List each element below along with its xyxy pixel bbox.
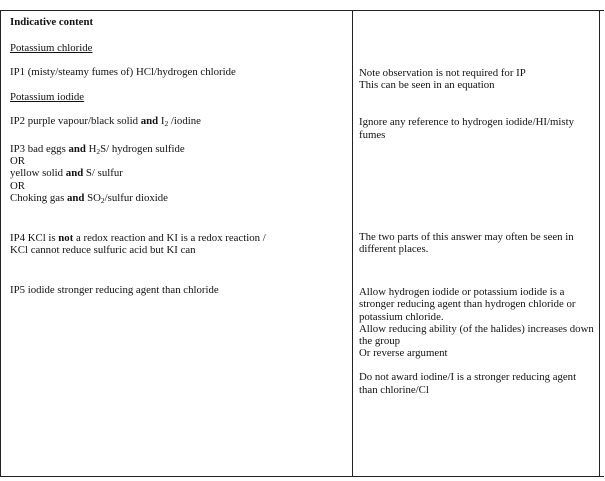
table-left-border	[0, 10, 1, 477]
ip3-line3: Choking gas and $SO_2$/sulfur dioxide	[10, 191, 168, 205]
ip4-line2: KCl cannot reduce sulfuric acid but KI can	[10, 244, 196, 257]
ip3-line1: IP3 bad eggs and $H_2S/$ hydrogen sulfide	[10, 143, 185, 157]
note-do-not-award: Do not award iodine/I is a stronger reducing agent than chlorine/Cl	[359, 371, 577, 396]
note-ip-line2: This can be seen in an equation	[359, 79, 495, 92]
ip1-text: IP1 (misty/steamy fumes of) HCl/hydrogen chloride	[10, 66, 236, 79]
table-top-border	[0, 10, 604, 11]
note-reverse-argument: Or reverse argument	[359, 347, 448, 360]
indicative-content-column	[10, 16, 346, 297]
note-allow-reducing-agent: Allow hydrogen iodide or potassium iodide is a stronger reducing agent than hydrogen chloride or potassium chloride.	[359, 286, 576, 323]
note-ignore-hi: Ignore any reference to hydrogen iodide/HI/misty fumes	[359, 116, 574, 141]
note-ip-line1: Note observation is not required for IP	[359, 67, 526, 79]
ip3-or-1: OR	[10, 155, 25, 168]
column-divider	[352, 10, 353, 477]
ip5-text: IP5 iodide stronger reducing agent than chloride	[10, 284, 219, 297]
potassium-iodide-heading: Potassium iodide	[10, 90, 85, 103]
table-right-border	[599, 10, 600, 477]
note-two-parts: The two parts of this answer may often be seen in different places.	[359, 230, 574, 256]
guidance-column	[359, 67, 594, 396]
note-allow-reducing-ability: Allow reducing ability (of the halides) increases down the group	[359, 322, 594, 348]
potassium-chloride-heading: Potassium chloride	[10, 42, 93, 55]
ip3-or-2: OR	[10, 179, 25, 192]
indicative-content-heading: Indicative content	[10, 16, 94, 28]
table-bottom-border	[0, 476, 604, 477]
ip3-line2: yellow solid and S/ sulfur	[10, 167, 123, 180]
ip2-text: IP2 purple vapour/black solid and $I_2$ /iodine	[10, 114, 201, 128]
ip4-line1: IP4 KCl is not a redox reaction and KI is a redox reaction /	[10, 232, 266, 245]
